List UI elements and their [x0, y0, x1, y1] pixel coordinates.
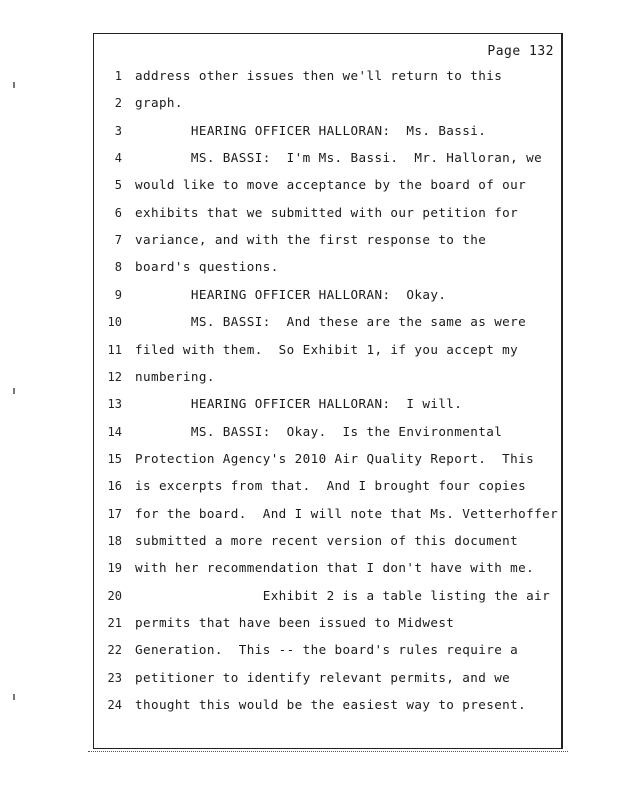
- line-text: board's questions.: [135, 259, 279, 275]
- transcript-line: [0, 559, 618, 581]
- transcript-line: [0, 505, 618, 527]
- transcript-line: [0, 204, 618, 226]
- line-number: 11: [107, 342, 122, 357]
- line-text: graph.: [135, 95, 183, 111]
- line-text: with her recommendation that I don't have with me.: [135, 560, 535, 576]
- transcript-line: [0, 669, 618, 691]
- transcript-line: [0, 532, 618, 554]
- transcript-line: [0, 423, 618, 445]
- line-text: address other issues then we'll return to this: [135, 68, 503, 83]
- line-text: filed with them. So Exhibit 1, if you accept my: [135, 341, 519, 357]
- line-number: 15: [107, 451, 122, 466]
- line-text: exhibits that we submitted with our petition for: [135, 204, 519, 220]
- line-number: 14: [107, 424, 122, 439]
- transcript-line: [0, 395, 618, 417]
- line-number: 10: [107, 315, 122, 330]
- line-number: 18: [107, 533, 122, 548]
- line-text: would like to move acceptance by the board of our: [135, 177, 527, 193]
- line-text: MS. BASSI: Okay. Is the Environmental: [135, 423, 503, 439]
- line-text: MS. BASSI: And these are the same as were: [135, 314, 527, 330]
- line-text: HEARING OFFICER HALLORAN: Okay.: [135, 286, 447, 302]
- line-text: Generation. This -- the board's rules require a: [135, 642, 519, 658]
- line-text: numbering.: [135, 368, 215, 384]
- line-text: for the board. And I will note that Ms. Vetterhoffer: [135, 505, 559, 521]
- line-number: 6: [114, 205, 122, 220]
- line-number: 19: [107, 561, 122, 576]
- transcript-line: [0, 149, 618, 171]
- transcript-line: [0, 67, 618, 89]
- transcript-line: [0, 258, 618, 280]
- transcript-line: [0, 450, 618, 472]
- line-text: is excerpts from that. And I brought four copies: [135, 478, 527, 494]
- line-text: HEARING OFFICER HALLORAN: Ms. Bassi.: [135, 122, 487, 138]
- line-text: petitioner to identify relevant permits, and we: [135, 669, 511, 685]
- line-number: 1: [114, 69, 122, 83]
- line-number: 3: [114, 123, 122, 138]
- page-number: Page 132: [487, 44, 554, 59]
- line-number: 12: [107, 369, 122, 384]
- transcript-line: [0, 341, 618, 363]
- line-text: Protection Agency's 2010 Air Quality Report. This: [135, 450, 535, 466]
- transcript-line: [0, 641, 618, 663]
- transcript-line: [0, 94, 618, 116]
- transcript-line: [0, 696, 618, 718]
- transcript-line: [0, 477, 618, 499]
- line-number: 24: [107, 698, 122, 713]
- transcript-line: [0, 122, 618, 144]
- line-number: 4: [114, 151, 122, 166]
- line-number: 7: [114, 233, 122, 248]
- line-number: 8: [114, 260, 122, 275]
- scan-edge-line: [88, 749, 568, 752]
- line-text: variance, and with the first response to the: [135, 232, 487, 248]
- line-number: 13: [107, 397, 122, 412]
- transcript-line: [0, 587, 618, 609]
- line-text: HEARING OFFICER HALLORAN: I will.: [135, 396, 463, 412]
- line-text: submitted a more recent version of this document: [135, 532, 519, 548]
- line-number: 22: [107, 643, 122, 658]
- line-text: MS. BASSI: I'm Ms. Bassi. Mr. Halloran, we: [135, 150, 543, 166]
- line-number: 17: [107, 506, 122, 521]
- line-text: thought this would be the easiest way to present.: [135, 697, 527, 713]
- transcript-line: [0, 231, 618, 253]
- transcript-line: [0, 614, 618, 636]
- line-number: 16: [107, 479, 122, 494]
- line-number: 2: [114, 96, 122, 111]
- line-number: 21: [107, 616, 122, 630]
- line-text: permits that have been issued to Midwest: [135, 615, 455, 630]
- line-number: 23: [107, 670, 122, 685]
- line-number: 5: [114, 178, 122, 193]
- line-number: 20: [107, 588, 122, 603]
- line-number: 9: [114, 287, 122, 302]
- transcript-line: [0, 313, 618, 335]
- transcript-line: [0, 176, 618, 198]
- transcript-line: [0, 286, 618, 308]
- transcript-line: [0, 368, 618, 390]
- line-text: Exhibit 2 is a table listing the air: [135, 587, 551, 603]
